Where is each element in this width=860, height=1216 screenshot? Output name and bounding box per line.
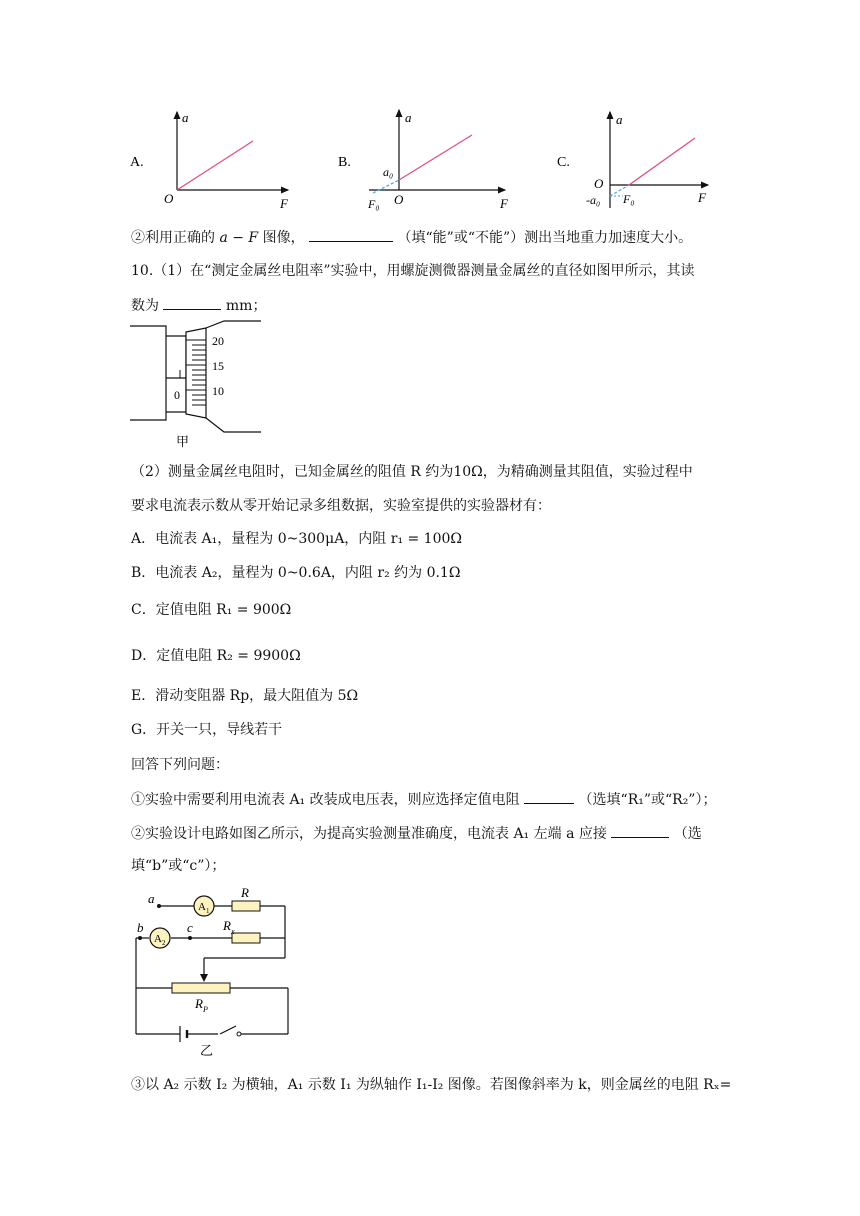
rheostat-rp: [172, 983, 230, 993]
option-c-origin: O: [594, 176, 604, 191]
q10-reading-blank[interactable]: [163, 295, 221, 310]
rheostat-arrow: [200, 974, 208, 982]
rheostat-sub: P: [202, 1005, 208, 1014]
equipment-item-e: E．滑动变阻器 Rp，最大阻值为 5Ω: [131, 688, 359, 704]
q10-sub1-line: ①实验中需要利用电流表 A₁ 改装成电压表，则应选择定值电阻 （选填“R₁”或“R₂”）；: [131, 789, 716, 809]
option-c-y-label: a: [616, 112, 623, 127]
q9-answer-blank[interactable]: [309, 227, 393, 242]
micrometer-frame-left: [130, 326, 166, 420]
equipment-item-b: B．电流表 A₂，量程为 0~0.6A，内阻 r₂ 约为 0.1Ω: [131, 565, 461, 581]
node-c: [188, 936, 192, 940]
q10-sub2-line2: 填“b”或“c”）；: [131, 858, 226, 874]
q10-part1-line2: 数为 mm；: [131, 295, 266, 315]
option-a-label: A.: [130, 155, 144, 170]
micrometer-caption: 甲: [176, 434, 190, 448]
graph-options-figure: [120, 100, 740, 218]
ammeter-a1-label: A: [198, 901, 206, 913]
option-b-x-marker: F₀: [368, 197, 380, 211]
q10-sub1-blank[interactable]: [524, 789, 574, 804]
option-b-x-label: F: [500, 196, 508, 211]
svg-text:RP: [194, 996, 208, 1014]
resistor-r: [232, 901, 260, 911]
option-a-origin: O: [164, 191, 174, 206]
switch-pivot: [237, 1032, 241, 1036]
circuit-figure: [128, 886, 298, 1058]
resistor-r-label: R: [241, 886, 249, 900]
option-c-label: C.: [557, 155, 570, 170]
node-c-label: c: [187, 920, 193, 935]
ammeter-a2-label: A: [154, 933, 162, 945]
resistor-rx-sub: x: [230, 927, 235, 936]
option-b-origin: O: [394, 192, 404, 207]
ammeter-a2-sub: 2: [161, 939, 166, 947]
svg-text:Rx: [222, 918, 235, 936]
resistor-rx: [232, 933, 260, 943]
equipment-item-c: C．定值电阻 R₁ = 900Ω: [131, 602, 292, 618]
q9-sub2-line: ②利用正确的 a − F 图像， （填“能”或“不能”）测出当地重力加速度大小。: [131, 227, 692, 247]
option-c-x-marker: F₀: [623, 192, 635, 206]
option-a-x-label: F: [280, 196, 288, 211]
ammeter-a1-sub: 1: [205, 907, 210, 915]
micrometer-tick-10: 10: [212, 384, 224, 398]
option-b-curve: [399, 135, 472, 180]
equipment-item-a: A．电流表 A₁，量程为 0~300μA，内阻 r₁ = 100Ω: [131, 531, 463, 547]
option-b-y-label: a: [405, 110, 412, 125]
option-a-curve: [177, 141, 253, 190]
node-b: [138, 936, 142, 940]
q10-part1-line1: 10.（1）在“测定金属丝电阻率”实验中，用螺旋测微器测量金属丝的直径如图甲所示，其读: [131, 263, 695, 279]
micrometer-tick-20: 20: [212, 334, 224, 348]
option-c-curve: [629, 138, 695, 185]
circuit-wires: [136, 906, 288, 1034]
node-a-label: a: [148, 891, 155, 906]
equipment-item-d: D．定值电阻 R₂ = 9900Ω: [131, 648, 301, 664]
circuit-caption: 乙: [200, 1043, 214, 1058]
option-a-y-label: a: [182, 110, 189, 125]
q10-part2-line2: 要求电流表示数从零开始记录多组数据，实验室提供的实验器材有：: [131, 498, 551, 514]
answer-prompt: 回答下列问题：: [131, 757, 229, 773]
option-b-label: B.: [338, 155, 351, 170]
q10-sub2-blank[interactable]: [611, 823, 669, 838]
micrometer-figure: [128, 318, 268, 448]
node-a: [157, 904, 161, 908]
option-b-intercept: a₀: [383, 165, 394, 179]
resistor-rx-label: R: [223, 918, 231, 933]
q10-sub3-line: ③以 A₂ 示数 I₂ 为横轴，A₁ 示数 I₁ 为纵轴作 I₁-I₂ 图像。若图像斜率为 k，则金属丝的电阻 Rₓ=: [131, 1077, 732, 1093]
option-c-x-label: F: [698, 190, 706, 205]
option-c-intercept: -a₀: [586, 193, 601, 207]
equipment-item-g: G．开关一只，导线若干: [131, 722, 283, 738]
node-b-label: b: [137, 920, 144, 935]
micrometer-tick-15: 15: [212, 359, 224, 373]
rheostat-label: R: [195, 996, 203, 1011]
micrometer-zero: 0: [174, 388, 180, 402]
q10-part2-line1: （2）测量金属丝电阻时，已知金属丝的阻值 R 约为10Ω，为精确测量其阻值，实验过程中: [131, 464, 693, 480]
q10-sub2-line: ②实验设计电路如图乙所示，为提高实验测量准确度，电流表 A₁ 左端 a 应接 （选: [131, 823, 702, 843]
